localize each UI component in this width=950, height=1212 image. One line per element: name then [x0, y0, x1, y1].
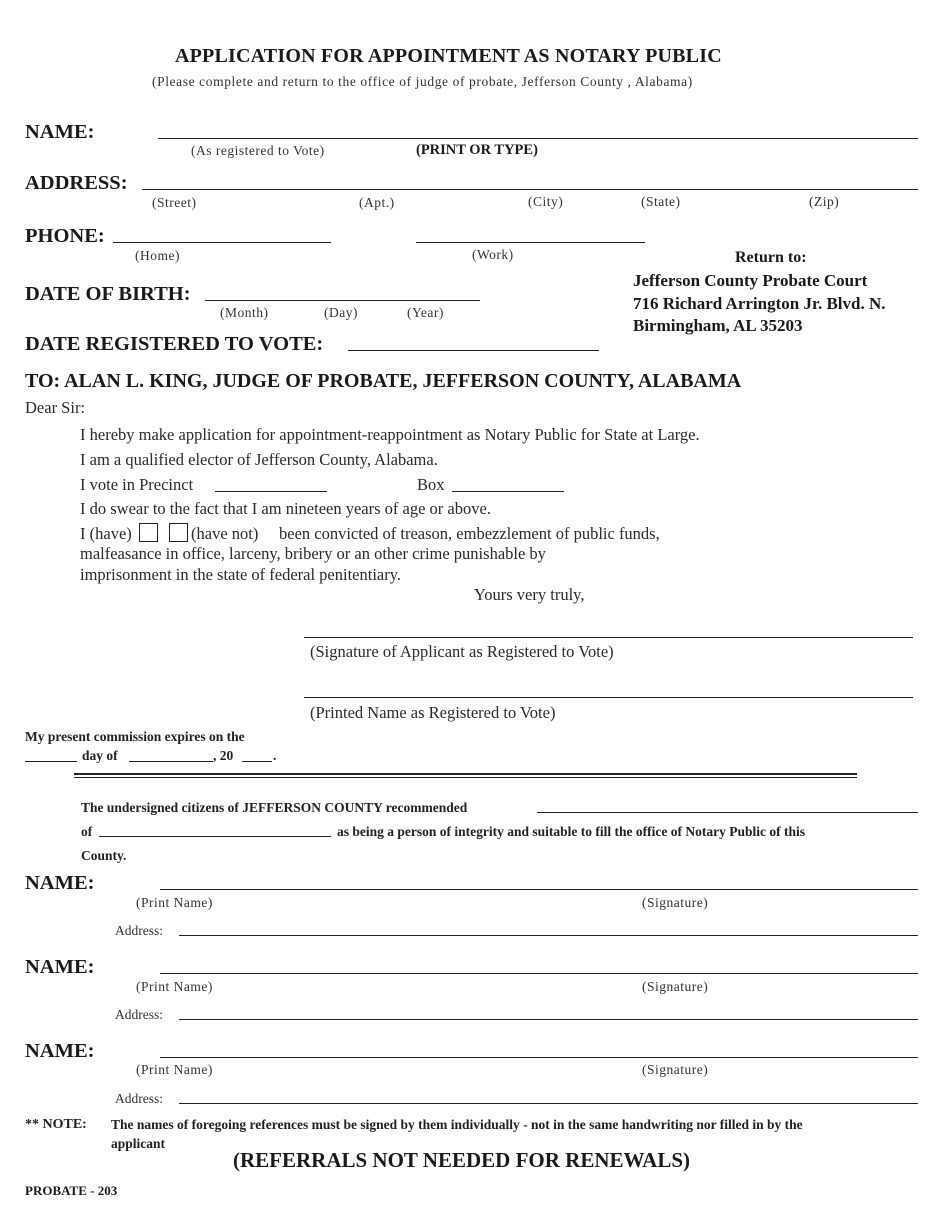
form-subtitle: (Please complete and return to the office of judge of probate, Jefferson County , Alabama) — [152, 74, 693, 89]
phone-label: PHONE: — [25, 225, 105, 247]
commission-day-of: day of — [82, 748, 118, 763]
signature-input-line[interactable] — [304, 637, 913, 638]
precinct-input-line[interactable] — [215, 491, 327, 492]
commission-period: . — [273, 748, 277, 763]
printed-name-caption: (Printed Name as Registered to Vote) — [310, 703, 556, 722]
name-input-line[interactable] — [158, 138, 918, 139]
phone-work-line[interactable] — [416, 242, 645, 243]
recommended-name-line[interactable] — [537, 812, 918, 813]
signature-caption: (Signature of Applicant as Registered to Vote) — [310, 642, 614, 661]
commission-year-prefix: , 20 — [213, 748, 234, 763]
paragraph-conviction-a: been convicted of treason, embezzlement of public funds, — [279, 524, 660, 543]
date-registered-label: DATE REGISTERED TO VOTE: — [25, 333, 324, 355]
commission-month-line[interactable] — [129, 761, 213, 762]
section-divider-bottom — [74, 777, 857, 778]
dob-input-line[interactable] — [205, 300, 480, 301]
reference-2-address-line[interactable] — [179, 1019, 918, 1020]
note-label: ** NOTE: — [25, 1117, 87, 1132]
reference-2-name-label: NAME: — [25, 956, 95, 978]
section-divider-top — [74, 773, 857, 775]
reference-1-print: (Print Name) — [136, 895, 213, 910]
form-id: PROBATE - 203 — [25, 1183, 118, 1198]
commission-year-line[interactable] — [242, 761, 272, 762]
reference-1-address-label: Address: — [115, 923, 163, 938]
note-text-a: The names of foregoing references must be signed by them individually - not in the same handwriting nor filled in by the — [111, 1117, 803, 1132]
reference-3-address-line[interactable] — [179, 1103, 918, 1104]
return-to-heading: Return to: — [735, 249, 807, 266]
dob-label: DATE OF BIRTH: — [25, 283, 191, 305]
references-intro-of: of — [81, 824, 93, 839]
addressee: TO: ALAN L. KING, JUDGE OF PROBATE, JEFFERSON COUNTY, ALABAMA — [25, 370, 742, 392]
address-apt: (Apt.) — [359, 195, 395, 210]
reference-1-name-line[interactable] — [160, 889, 918, 890]
address-city: (City) — [528, 194, 564, 209]
reference-3-name-label: NAME: — [25, 1040, 95, 1062]
address-input-line[interactable] — [142, 189, 918, 190]
dob-year: (Year) — [407, 305, 444, 320]
dob-month: (Month) — [220, 305, 269, 320]
renewals-notice: (REFERRALS NOT NEEDED FOR RENEWALS) — [233, 1148, 691, 1172]
address-label: ADDRESS: — [25, 172, 128, 194]
note-text-b: applicant — [111, 1136, 166, 1151]
paragraph-conviction-c: imprisonment in the state of federal penitentiary. — [80, 565, 402, 584]
references-intro-b: as being a person of integrity and suitable to fill the office of Notary Public of this — [337, 824, 805, 839]
reference-1-address-line[interactable] — [179, 935, 918, 936]
reference-2-signature: (Signature) — [642, 979, 709, 994]
closing: Yours very truly, — [474, 585, 585, 604]
printed-name-input-line[interactable] — [304, 697, 913, 698]
return-to-line2: 716 Richard Arrington Jr. Blvd. N. — [633, 294, 886, 313]
form-title: APPLICATION FOR APPOINTMENT AS NOTARY PUBLIC — [175, 45, 722, 67]
name-label: NAME: — [25, 121, 95, 143]
reference-3-print: (Print Name) — [136, 1062, 213, 1077]
have-checkbox[interactable] — [139, 523, 158, 542]
precinct-label: I vote in Precinct — [80, 475, 194, 494]
box-label: Box — [417, 475, 445, 494]
date-registered-line[interactable] — [348, 350, 599, 351]
reference-1-signature: (Signature) — [642, 895, 709, 910]
reference-2-name-line[interactable] — [160, 973, 918, 974]
phone-home-caption: (Home) — [135, 248, 180, 263]
reference-3-signature: (Signature) — [642, 1062, 709, 1077]
name-caption-print: (PRINT OR TYPE) — [416, 142, 538, 158]
paragraph-elector: I am a qualified elector of Jefferson County, Alabama. — [80, 450, 438, 469]
references-intro-c: County. — [81, 848, 127, 863]
have-label: I (have) — [80, 524, 132, 543]
salutation: Dear Sir: — [25, 398, 86, 417]
reference-2-address-label: Address: — [115, 1007, 163, 1022]
address-zip: (Zip) — [809, 194, 840, 209]
paragraph-conviction-b: malfeasance in office, larceny, bribery or an other crime punishable by — [80, 544, 546, 563]
commission-line1: My present commission expires on the — [25, 729, 245, 744]
reference-2-print: (Print Name) — [136, 979, 213, 994]
recommended-of-line[interactable] — [99, 836, 331, 837]
box-input-line[interactable] — [452, 491, 564, 492]
reference-3-name-line[interactable] — [160, 1057, 918, 1058]
have-not-label: (have not) — [191, 524, 259, 543]
references-intro-a: The undersigned citizens of JEFFERSON COUNTY recommended — [81, 800, 468, 815]
name-caption-voter: (As registered to Vote) — [191, 143, 325, 158]
phone-home-line[interactable] — [113, 242, 331, 243]
dob-day: (Day) — [324, 305, 358, 320]
commission-day-line[interactable] — [25, 761, 77, 762]
return-to-line1: Jefferson County Probate Court — [633, 271, 868, 290]
have-not-checkbox[interactable] — [169, 523, 188, 542]
address-state: (State) — [641, 194, 681, 209]
reference-1-name-label: NAME: — [25, 872, 95, 894]
return-to-line3: Birmingham, AL 35203 — [633, 316, 803, 335]
phone-work-caption: (Work) — [472, 247, 514, 262]
paragraph-age: I do swear to the fact that I am nineteen years of age or above. — [80, 499, 491, 518]
paragraph-application: I hereby make application for appointment-reappointment as Notary Public for State at Large. — [80, 425, 700, 444]
address-street: (Street) — [152, 195, 197, 210]
reference-3-address-label: Address: — [115, 1091, 163, 1106]
